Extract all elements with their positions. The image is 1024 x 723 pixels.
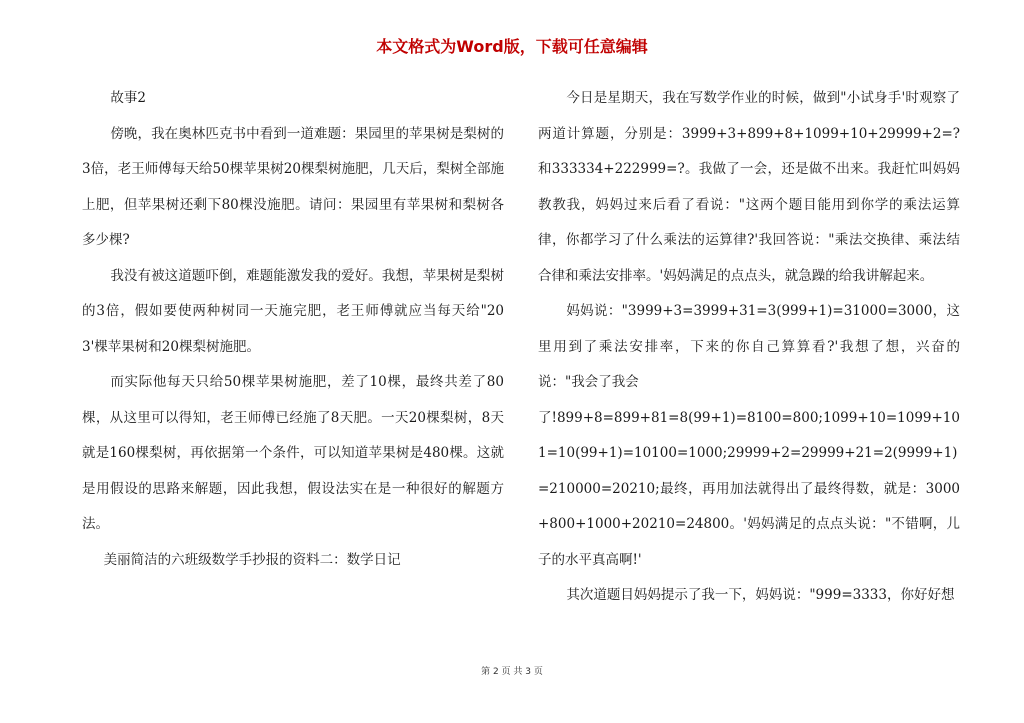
paragraph: 其次道题目妈妈提示了我一下，妈妈说："999=3333，你好好想 <box>566 587 955 603</box>
paragraph: 而实际他每天只给50棵苹果树施肥，差了10棵，最终共差了80棵，从这里可以得知，老王师傅已经施了8天肥。一天20棵梨树，8天就是160棵梨树，再依据第一个条件，可以知道苹果树是480棵。这就是用假设的思路来解题，因此我想，假设法实在是一种很好的解题方法。 <box>82 374 504 532</box>
left-column <box>82 81 504 578</box>
paragraph: 我没有被这道题吓倒，难题能激发我的爱好。我想，苹果树是梨树的3倍，假如要使两种树同一天施完肥，老王师傅就应当每天给"203'棵苹果树和20棵梨树施肥。 <box>82 267 504 355</box>
paragraph: 了!899+8=899+81=8(99+1)=8100=800;1099+10=1099+101=10(99+1)=10100=1000;29999+2=29999+21=2(9999+1)=210000=20210;最终，再用加法就得出了最终得数，就是：3000+800+1000+20210=24800。'妈妈满足的点点头说："不错啊，儿子的水平真高啊!' <box>538 409 960 568</box>
paragraph: 今日是星期天，我在写数学作业的时候，做到"小试身手'时观察了两道计算题，分别是：3999+3+899+8+1099+10+29999+2=?和333334+222999=?。我做了一会，还是做不出来。我赶忙叫妈妈教教我，妈妈过来后看了看说："这两个题目能用到你学的乘法运算律，你都学习了什么乘法的运算律?'我回答说："乘法交换律、乘法结合律和乘法安排率。'妈妈满足的点点头，就急躁的给我讲解起来。 <box>538 90 960 284</box>
paragraph: 妈妈说："3999+3=3999+31=3(999+1)=31000=3000，这里用到了乘法安排率，下来的你自己算算看?'我想了想，兴奋的说："我会了我会 <box>538 303 960 390</box>
page-footer: 第 2 页 共 3 页 <box>481 667 543 677</box>
right-column <box>538 81 960 614</box>
paragraph: 傍晚，我在奥林匹克书中看到一道难题：果园里的苹果树是梨树的3倍，老王师傅每天给50棵苹果树20棵梨树施肥，几天后，梨树全部施上肥，但苹果树还剩下80棵没施肥。请问：果园里有苹果树和梨树各多少棵? <box>82 125 504 248</box>
story-heading: 故事2 <box>110 90 146 106</box>
document-banner: 本文格式为Word版，下载可任意编辑 <box>376 37 648 56</box>
section-heading: 美丽简洁的六班级数学手抄报的资料二：数学日记 <box>103 551 401 568</box>
